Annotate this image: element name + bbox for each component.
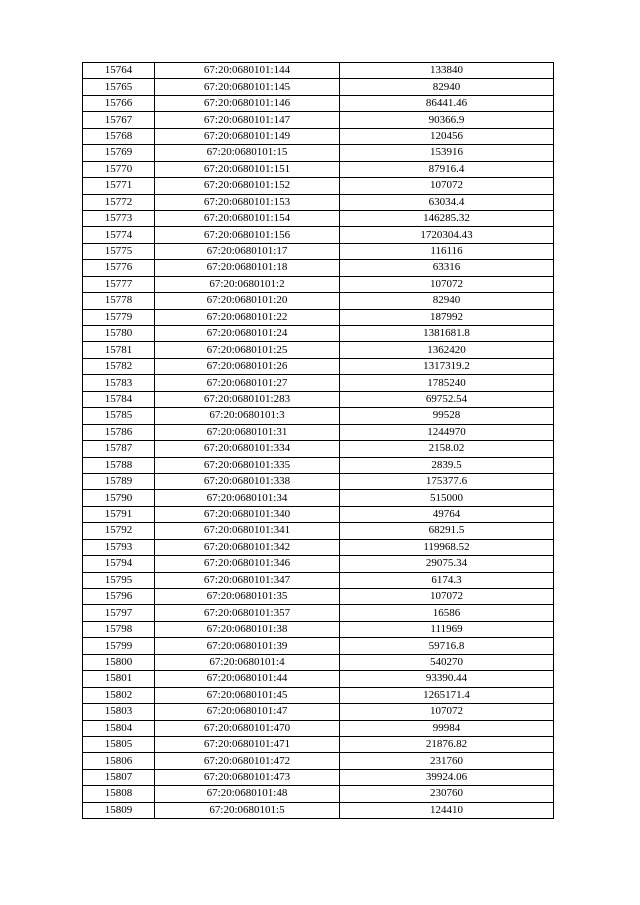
value-cell: 29075.34 — [340, 556, 554, 572]
cadastral-number-cell: 67:20:0680101:338 — [155, 473, 340, 489]
value-cell: 1265171.4 — [340, 687, 554, 703]
cadastral-number-cell: 67:20:0680101:3 — [155, 408, 340, 424]
table-row — [83, 145, 554, 161]
value-cell: 107072 — [340, 178, 554, 194]
cadastral-number-cell: 67:20:0680101:35 — [155, 589, 340, 605]
row-number-cell: 15775 — [83, 243, 155, 259]
value-cell: 231760 — [340, 753, 554, 769]
cadastral-number-cell: 67:20:0680101:341 — [155, 523, 340, 539]
cadastral-number-cell: 67:20:0680101:152 — [155, 178, 340, 194]
table-row — [83, 556, 554, 572]
table-row — [83, 720, 554, 736]
row-number-cell: 15801 — [83, 671, 155, 687]
table-row — [83, 736, 554, 752]
value-cell: 1720304.43 — [340, 227, 554, 243]
cadastral-number-cell: 67:20:0680101:147 — [155, 112, 340, 128]
value-cell: 515000 — [340, 490, 554, 506]
cadastral-number-cell: 67:20:0680101:17 — [155, 243, 340, 259]
value-cell: 6174.3 — [340, 572, 554, 588]
row-number-cell: 15799 — [83, 638, 155, 654]
table-row — [83, 638, 554, 654]
value-cell: 119968.52 — [340, 539, 554, 555]
row-number-cell: 15778 — [83, 293, 155, 309]
cadastral-number-cell: 67:20:0680101:151 — [155, 161, 340, 177]
row-number-cell: 15789 — [83, 473, 155, 489]
cadastral-number-cell: 67:20:0680101:47 — [155, 704, 340, 720]
row-number-cell: 15785 — [83, 408, 155, 424]
value-cell: 1381681.8 — [340, 326, 554, 342]
value-cell: 86441.46 — [340, 95, 554, 111]
table-row — [83, 457, 554, 473]
cadastral-number-cell: 67:20:0680101:357 — [155, 605, 340, 621]
table-row — [83, 194, 554, 210]
value-cell: 21876.82 — [340, 736, 554, 752]
cadastral-number-cell: 67:20:0680101:156 — [155, 227, 340, 243]
value-cell: 116116 — [340, 243, 554, 259]
row-number-cell: 15772 — [83, 194, 155, 210]
row-number-cell: 15803 — [83, 704, 155, 720]
value-cell: 39924.06 — [340, 769, 554, 785]
row-number-cell: 15787 — [83, 441, 155, 457]
row-number-cell: 15776 — [83, 260, 155, 276]
value-cell: 2839.5 — [340, 457, 554, 473]
table-row — [83, 293, 554, 309]
row-number-cell: 15774 — [83, 227, 155, 243]
row-number-cell: 15780 — [83, 326, 155, 342]
table-row — [83, 260, 554, 276]
row-number-cell: 15784 — [83, 391, 155, 407]
cadastral-number-cell: 67:20:0680101:342 — [155, 539, 340, 555]
value-cell: 1244970 — [340, 424, 554, 440]
table-row — [83, 605, 554, 621]
value-cell: 540270 — [340, 654, 554, 670]
cadastral-number-cell: 67:20:0680101:4 — [155, 654, 340, 670]
cadastral-number-cell: 67:20:0680101:26 — [155, 358, 340, 374]
value-cell: 146285.32 — [340, 210, 554, 226]
row-number-cell: 15782 — [83, 358, 155, 374]
value-cell: 111969 — [340, 621, 554, 637]
row-number-cell: 15786 — [83, 424, 155, 440]
table-row — [83, 161, 554, 177]
cadastral-number-cell: 67:20:0680101:145 — [155, 79, 340, 95]
table-row — [83, 572, 554, 588]
row-number-cell: 15802 — [83, 687, 155, 703]
value-cell: 93390.44 — [340, 671, 554, 687]
cadastral-number-cell: 67:20:0680101:31 — [155, 424, 340, 440]
value-cell: 99528 — [340, 408, 554, 424]
row-number-cell: 15770 — [83, 161, 155, 177]
row-number-cell: 15783 — [83, 375, 155, 391]
cadastral-number-cell: 67:20:0680101:346 — [155, 556, 340, 572]
table-row — [83, 309, 554, 325]
table-row — [83, 358, 554, 374]
cadastral-number-cell: 67:20:0680101:153 — [155, 194, 340, 210]
row-number-cell: 15766 — [83, 95, 155, 111]
table-row — [83, 769, 554, 785]
cadastral-number-cell: 67:20:0680101:24 — [155, 326, 340, 342]
table-row — [83, 539, 554, 555]
table-row — [83, 589, 554, 605]
table-row — [83, 227, 554, 243]
row-number-cell: 15788 — [83, 457, 155, 473]
row-number-cell: 15805 — [83, 736, 155, 752]
cadastral-number-cell: 67:20:0680101:22 — [155, 309, 340, 325]
cadastral-number-cell: 67:20:0680101:39 — [155, 638, 340, 654]
value-cell: 107072 — [340, 276, 554, 292]
row-number-cell: 15800 — [83, 654, 155, 670]
cadastral-number-cell: 67:20:0680101:473 — [155, 769, 340, 785]
table-row — [83, 704, 554, 720]
table-row — [83, 424, 554, 440]
table-row — [83, 178, 554, 194]
table-body — [83, 63, 554, 819]
cadastral-number-cell: 67:20:0680101:48 — [155, 786, 340, 802]
row-number-cell: 15765 — [83, 79, 155, 95]
value-cell: 82940 — [340, 79, 554, 95]
value-cell: 59716.8 — [340, 638, 554, 654]
value-cell: 63034.4 — [340, 194, 554, 210]
table-row — [83, 506, 554, 522]
table-row — [83, 473, 554, 489]
table-row — [83, 276, 554, 292]
cadastral-number-cell: 67:20:0680101:25 — [155, 342, 340, 358]
cadastral-number-cell: 67:20:0680101:18 — [155, 260, 340, 276]
cadastral-number-cell: 67:20:0680101:283 — [155, 391, 340, 407]
cadastral-number-cell: 67:20:0680101:27 — [155, 375, 340, 391]
table-row — [83, 654, 554, 670]
value-cell: 175377.6 — [340, 473, 554, 489]
cadastral-number-cell: 67:20:0680101:5 — [155, 802, 340, 818]
row-number-cell: 15793 — [83, 539, 155, 555]
cadastral-number-cell: 67:20:0680101:154 — [155, 210, 340, 226]
value-cell: 120456 — [340, 128, 554, 144]
row-number-cell: 15794 — [83, 556, 155, 572]
row-number-cell: 15771 — [83, 178, 155, 194]
value-cell: 87916.4 — [340, 161, 554, 177]
table-row — [83, 95, 554, 111]
table-row — [83, 671, 554, 687]
row-number-cell: 15769 — [83, 145, 155, 161]
table-row — [83, 79, 554, 95]
value-cell: 16586 — [340, 605, 554, 621]
row-number-cell: 15792 — [83, 523, 155, 539]
cadastral-number-cell: 67:20:0680101:335 — [155, 457, 340, 473]
value-cell: 63316 — [340, 260, 554, 276]
value-cell: 99984 — [340, 720, 554, 736]
table-row — [83, 408, 554, 424]
table-row — [83, 63, 554, 79]
row-number-cell: 15781 — [83, 342, 155, 358]
cadastral-value-table — [82, 62, 554, 819]
row-number-cell: 15764 — [83, 63, 155, 79]
cadastral-number-cell: 67:20:0680101:44 — [155, 671, 340, 687]
value-cell: 82940 — [340, 293, 554, 309]
value-cell: 133840 — [340, 63, 554, 79]
table-row — [83, 523, 554, 539]
row-number-cell: 15797 — [83, 605, 155, 621]
cadastral-number-cell: 67:20:0680101:45 — [155, 687, 340, 703]
row-number-cell: 15804 — [83, 720, 155, 736]
cadastral-number-cell: 67:20:0680101:144 — [155, 63, 340, 79]
row-number-cell: 15798 — [83, 621, 155, 637]
value-cell: 49764 — [340, 506, 554, 522]
cadastral-number-cell: 67:20:0680101:340 — [155, 506, 340, 522]
table-row — [83, 326, 554, 342]
cadastral-number-cell: 67:20:0680101:334 — [155, 441, 340, 457]
value-cell: 107072 — [340, 704, 554, 720]
cadastral-number-cell: 67:20:0680101:149 — [155, 128, 340, 144]
table-row — [83, 490, 554, 506]
table-row — [83, 753, 554, 769]
table-row — [83, 375, 554, 391]
table-row — [83, 687, 554, 703]
cadastral-number-cell: 67:20:0680101:471 — [155, 736, 340, 752]
cadastral-number-cell: 67:20:0680101:20 — [155, 293, 340, 309]
row-number-cell: 15777 — [83, 276, 155, 292]
value-cell: 107072 — [340, 589, 554, 605]
table-row — [83, 210, 554, 226]
row-number-cell: 15767 — [83, 112, 155, 128]
table-row — [83, 342, 554, 358]
row-number-cell: 15808 — [83, 786, 155, 802]
table-row — [83, 802, 554, 818]
cadastral-number-cell: 67:20:0680101:472 — [155, 753, 340, 769]
value-cell: 153916 — [340, 145, 554, 161]
row-number-cell: 15809 — [83, 802, 155, 818]
table-row — [83, 112, 554, 128]
table-row — [83, 128, 554, 144]
value-cell: 68291.5 — [340, 523, 554, 539]
row-number-cell: 15768 — [83, 128, 155, 144]
value-cell: 1362420 — [340, 342, 554, 358]
row-number-cell: 15773 — [83, 210, 155, 226]
row-number-cell: 15806 — [83, 753, 155, 769]
value-cell: 124410 — [340, 802, 554, 818]
row-number-cell: 15790 — [83, 490, 155, 506]
row-number-cell: 15795 — [83, 572, 155, 588]
table-row — [83, 621, 554, 637]
row-number-cell: 15791 — [83, 506, 155, 522]
value-cell: 2158.02 — [340, 441, 554, 457]
cadastral-number-cell: 67:20:0680101:146 — [155, 95, 340, 111]
cadastral-number-cell: 67:20:0680101:470 — [155, 720, 340, 736]
table-row — [83, 391, 554, 407]
row-number-cell: 15796 — [83, 589, 155, 605]
value-cell: 1785240 — [340, 375, 554, 391]
value-cell: 1317319.2 — [340, 358, 554, 374]
cadastral-number-cell: 67:20:0680101:15 — [155, 145, 340, 161]
cadastral-number-cell: 67:20:0680101:34 — [155, 490, 340, 506]
cadastral-number-cell: 67:20:0680101:347 — [155, 572, 340, 588]
value-cell: 230760 — [340, 786, 554, 802]
value-cell: 187992 — [340, 309, 554, 325]
table-row — [83, 243, 554, 259]
row-number-cell: 15807 — [83, 769, 155, 785]
table-row — [83, 441, 554, 457]
cadastral-number-cell: 67:20:0680101:38 — [155, 621, 340, 637]
table-row — [83, 786, 554, 802]
cadastral-number-cell: 67:20:0680101:2 — [155, 276, 340, 292]
value-cell: 69752.54 — [340, 391, 554, 407]
row-number-cell: 15779 — [83, 309, 155, 325]
value-cell: 90366.9 — [340, 112, 554, 128]
